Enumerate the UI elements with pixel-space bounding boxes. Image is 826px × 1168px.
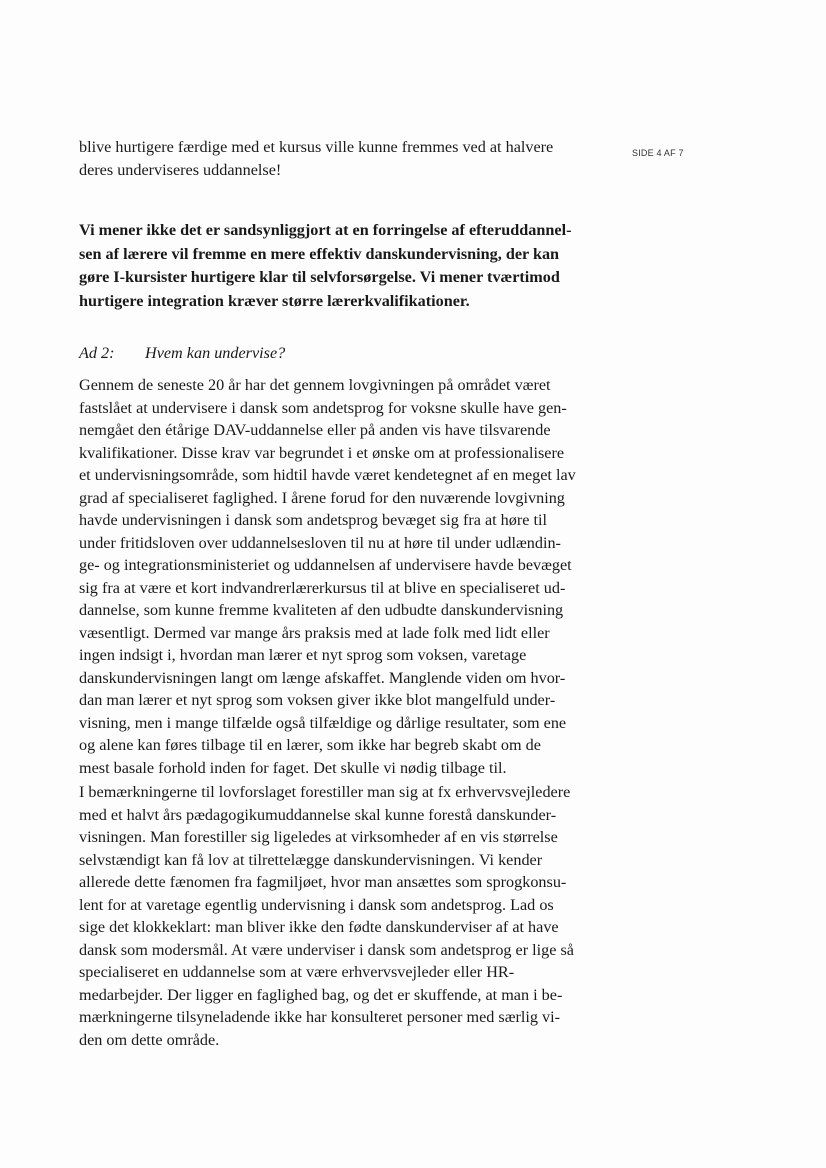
text-line: ge- og integrationsministeriet og uddannelsen af undervisere havde bevæget <box>79 556 572 574</box>
section-heading <box>79 344 285 363</box>
body-paragraph-2 <box>79 781 589 1051</box>
text-line: med et halvt års pædagogikumuddannelse skal kunne forestå danskunder- <box>79 805 557 824</box>
text-line: Vi mener ikke det er sandsynliggjort at en forringelse af efteruddannel- <box>79 221 572 239</box>
text-line: I bemærkningerne til lovforslaget forestiller man sig at fx erhvervsvejledere <box>79 783 571 801</box>
text-line: under fritidsloven over uddannelsesloven til nu at høre til under udlændin- <box>79 533 561 552</box>
text-line: blive hurtigere færdige med et kursus ville kunne fremmes ved at halvere <box>79 138 554 156</box>
text-line: dannelse, som kunne fremme kvaliteten af den udbudte danskundervisning <box>79 601 564 619</box>
text-line: lent for at varetage egentlig undervisning i dansk som andetsprog. Lad os <box>79 895 554 914</box>
text-line: grad af specialiseret faglighed. I årene forud for den nuværende lovgivning <box>79 488 565 507</box>
text-line: mærkningerne tilsyneladende ikke har konsulteret personer med særlig vi- <box>79 1008 561 1026</box>
text-line: mest basale forhold inden for faget. Det skulle vi nødig tilbage til. <box>79 758 507 777</box>
text-line: medarbejder. Der ligger en faglighed bag, og det er skuffende, at man i be- <box>79 985 563 1004</box>
text-line: danskundervisningen langt om længe afskaffet. Manglende viden om hvor- <box>79 668 566 687</box>
section-number: Ad 2: <box>79 344 115 362</box>
text-line: havde undervisningen i dansk som andetsprog bevæget sig fra at høre til <box>79 511 547 529</box>
text-line: og alene kan føres tilbage til en lærer, som ikke har begreb skabt om de <box>79 736 541 754</box>
text-line: dansk som modersmål. At være underviser i dansk som andetsprog er lige så <box>79 940 574 959</box>
text-line: væsentligt. Dermed var mange års praksis med at lade folk med lidt eller <box>79 623 550 642</box>
text-line: Gennem de seneste 20 år har det gennem lovgivningen på området været <box>79 376 551 394</box>
bold-statement-paragraph <box>79 219 589 313</box>
section-title: Hvem kan undervise? <box>145 344 286 362</box>
text-line: kvalifikationer. Disse krav var begrundet i et ønske om at professionalisere <box>79 443 565 462</box>
text-line: den om dette område. <box>79 1030 220 1049</box>
text-line: deres underviseres uddannelse! <box>79 160 282 179</box>
body-paragraph-1 <box>79 374 589 779</box>
text-line: visning, men i mange tilfælde også tilfældige og dårlige resultater, som ene <box>79 713 567 732</box>
page-number: SIDE 4 AF 7 <box>632 148 684 158</box>
text-line: et undervisningsområde, som hidtil havde været kendetegnet af en meget lav <box>79 466 576 484</box>
text-line: sig fra at være et kort indvandrerlærerkursus til at blive en specialiseret ud- <box>79 578 566 597</box>
text-line: dan man lærer et nyt sprog som voksen giver ikke blot mangelfuld under- <box>79 691 556 709</box>
text-line: gøre I-kursister hurtigere klar til selvforsørgelse. Vi mener tværtimod <box>79 268 560 286</box>
intro-paragraph <box>79 136 589 181</box>
text-line: nemgået den étårige DAV-uddannelse eller på anden vis have tilsvarende <box>79 421 551 439</box>
text-line: specialiseret en uddannelse som at være erhvervsvejleder eller HR- <box>79 963 515 981</box>
text-line: allerede dette fænomen fra fagmiljøet, hvor man ansættes som sprogkonsu- <box>79 873 567 891</box>
text-line: sige det klokkeklart: man bliver ikke den fødte danskunderviser af at have <box>79 918 559 936</box>
text-line: sen af lærere vil fremme en mere effektiv danskundervisning, der kan <box>79 244 560 263</box>
text-line: hurtigere integration kræver større lærerkvalifikationer. <box>79 291 470 310</box>
text-line: fastslået at undervisere i dansk som andetsprog for voksne skulle have gen- <box>79 398 567 417</box>
text-line: visningen. Man forestiller sig ligeledes at virksomheder af en vis størrelse <box>79 828 558 846</box>
text-line: selvstændigt kan få lov at tilrettelægge danskundervisningen. Vi kender <box>79 850 543 869</box>
text-line: ingen indsigt i, hvordan man lærer et nyt sprog som voksen, varetage <box>79 646 527 664</box>
